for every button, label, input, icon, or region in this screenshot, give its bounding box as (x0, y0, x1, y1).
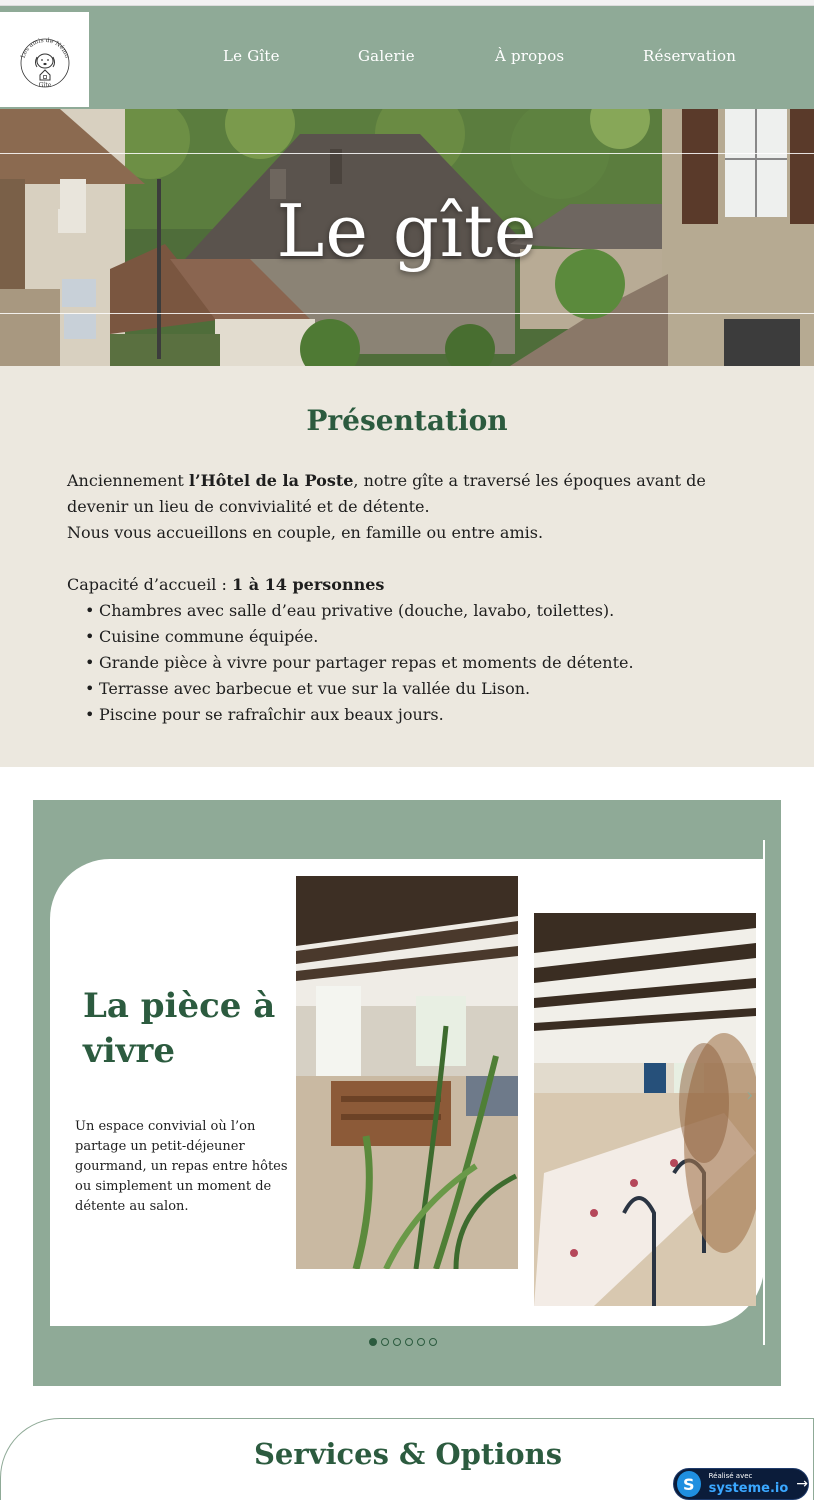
nav-reservation[interactable]: Réservation (643, 47, 737, 65)
slide-title: La pièce à vivre (83, 986, 276, 1071)
slider-dot-2[interactable] (381, 1338, 389, 1346)
intro-paragraph (67, 468, 727, 520)
slider-pagination (369, 1338, 437, 1346)
slider-dot-4[interactable] (405, 1338, 413, 1346)
presentation-body (67, 468, 727, 728)
site-header (0, 6, 814, 109)
presentation-section (0, 366, 814, 767)
living-room-photo[interactable] (296, 876, 518, 1269)
slide-description: Un espace convivial où l’on partage un petit-déjeuner gourmand, un repas entre hôtes ou simplement un moment de détente au salon. (75, 1119, 288, 1214)
badge-brand: systeme.io (708, 1481, 789, 1496)
slider-dot-3[interactable] (393, 1338, 401, 1346)
feature-item: • Cuisine commune équipée. (85, 624, 727, 650)
feature-item: • Terrasse avec barbecue et vue sur la vallée du Lison. (85, 676, 727, 702)
feature-item: • Chambres avec salle d’eau privative (douche, lavabo, toilettes). (85, 598, 727, 624)
slide-card (50, 859, 764, 1326)
badge-made-with: Réalisé avec (708, 1472, 753, 1480)
feature-item: • Grande pièce à vivre pour partager repas et moments de détente. (85, 650, 727, 676)
presentation-title: Présentation (306, 404, 508, 437)
nav-le-gite[interactable]: Le Gîte (223, 47, 280, 65)
slider-dot-5[interactable] (417, 1338, 425, 1346)
hero-banner (0, 109, 814, 366)
hero-title: Le gîte (276, 189, 538, 273)
living-room-image (296, 876, 518, 1269)
features-list (85, 598, 727, 728)
logo-caption: Gîte (38, 81, 51, 89)
hero-rule-bottom (0, 313, 814, 314)
capacity-value: 1 à 14 personnes (231, 575, 385, 594)
badge-text (709, 1473, 789, 1495)
capacity-line (67, 572, 727, 598)
nav-a-propos[interactable]: À propos (495, 47, 565, 65)
intro-bold: l’Hôtel de la Poste (188, 471, 354, 490)
systeme-logo-icon: S (677, 1471, 701, 1497)
hero-rule-top (0, 153, 814, 154)
services-title: Services & Options (253, 1437, 563, 1471)
slide-edge-rule (763, 840, 765, 1345)
logo-arc-text: Les amis de Némo (19, 36, 70, 59)
main-nav (0, 6, 814, 109)
intro-prefix: Anciennement (67, 471, 189, 490)
capacity-label: Capacité d’accueil : (67, 575, 232, 594)
systeme-io-badge[interactable] (673, 1468, 809, 1500)
feature-item: • Piscine pour se rafraîchir aux beaux jours. (85, 702, 727, 728)
next-slide-arrow-icon[interactable]: › (746, 1085, 754, 1106)
slider-dot-6[interactable] (429, 1338, 437, 1346)
welcome-line: Nous vous accueillons en couple, en famille ou entre amis. (67, 523, 544, 542)
intro-suffix: , notre gîte a traversé les époques avant de devenir un lieu de convivialité et de détente. (67, 471, 706, 516)
arrow-right-icon: → (796, 1476, 808, 1492)
dining-room-photo[interactable] (534, 913, 756, 1306)
slider-dot-1[interactable] (369, 1338, 377, 1346)
dining-room-image (534, 913, 756, 1306)
rooms-slider-section (33, 800, 781, 1386)
nav-galerie[interactable]: Galerie (358, 47, 415, 65)
spacer (67, 546, 727, 572)
